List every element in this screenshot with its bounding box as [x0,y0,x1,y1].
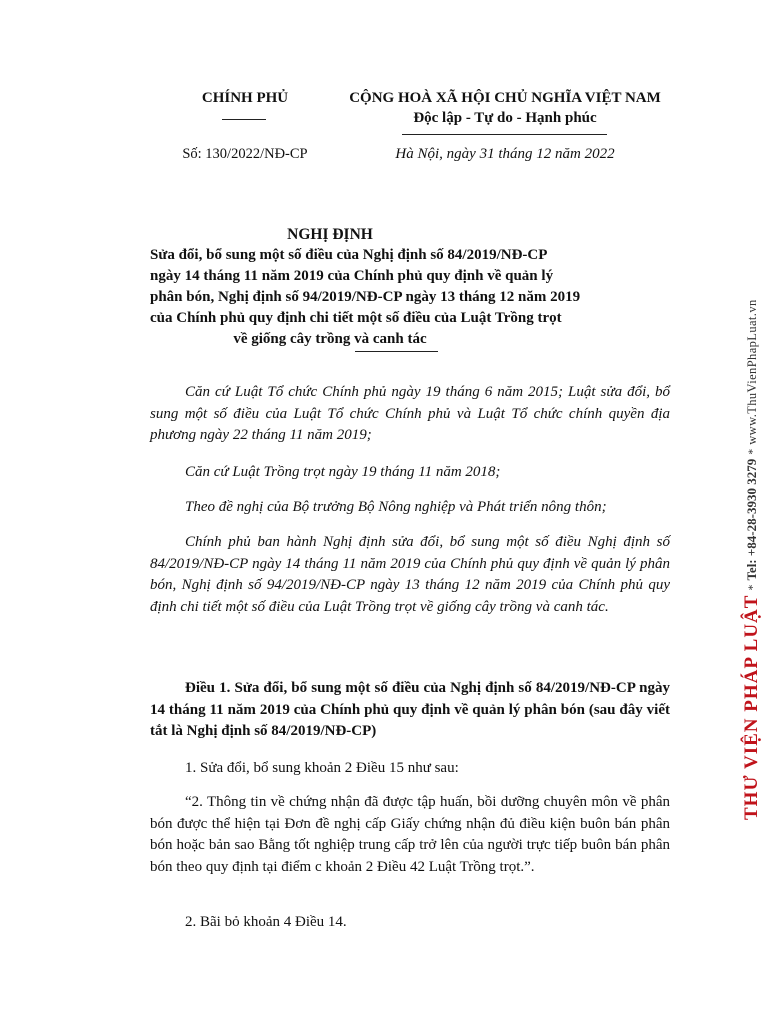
title-line: Sửa đổi, bổ sung một số điều của Nghị định số 84/2019/NĐ-CP [150,247,548,263]
title-underline [355,351,438,352]
national-motto: Độc lập - Tự do - Hạnh phúc [413,110,597,126]
preamble-paragraph: Chính phủ ban hành Nghị định sửa đổi, bổ sung một số điều Nghị định số 84/2019/NĐ-CP ngày 14 tháng 11 năm 2019 của Chính phủ quy định về quản lý phân bón, Nghị định số 94/2019/NĐ-CP ngày 13 tháng 12 năm 2019 của Chính phủ quy định chi tiết một số điều của Luật Trồng trọt về giống cây trồng và canh tác. [150,534,670,615]
title-line: phân bón, Nghị định số 94/2019/NĐ-CP ngày 13 tháng 12 năm 2019 [150,289,581,305]
watermark-website: www.ThuVienPhapLuat.vn [744,299,759,445]
agency-name: CHÍNH PHỦ [201,90,289,106]
country-name: CỘNG HOÀ XÃ HỘI CHỦ NGHĨA VIỆT NAM [349,90,661,106]
document-number: Số: 130/2022/NĐ-CP [182,146,308,162]
watermark-separator: * [744,448,759,455]
article-heading: Điều 1. Sửa đổi, bổ sung một số điều của Nghị định số 84/2019/NĐ-CP ngày 14 tháng 11 năm 2019 của Chính phủ quy định về quản lý phân bón (sau đây viết tắt là Nghị định số 84/2019/NĐ-CP) [150,680,670,739]
preamble-paragraph: Theo đề nghị của Bộ trưởng Bộ Nông nghiệp và Phát triển nông thôn; [185,499,607,515]
article-quote: “2. Thông tin về chứng nhận đã được tập huấn, bồi dưỡng chuyên môn về phân bón được thể hiện tại Đơn đề nghị cấp Giấy chứng nhận đủ điều kiện buôn bán phân bón hoặc bản sao Bằng tốt nghiệp trung cấp trở lên của người trực tiếp buôn bán phân bón theo quy định tại điểm c khoản 2 Điều 42 Luật Trồng trọt.”. [150,794,670,875]
article-item: 2. Bãi bỏ khoản 4 Điều 14. [185,914,347,930]
side-watermark [732,160,770,820]
title-block [150,224,581,350]
article-item: 1. Sửa đổi, bổ sung khoản 2 Điều 15 như sau: [185,760,459,776]
title-line: ngày 14 tháng 11 năm 2019 của Chính phủ quy định về quản lý [150,268,554,284]
agency-underline [222,119,266,120]
preamble-paragraph: Căn cứ Luật Tổ chức Chính phủ ngày 19 tháng 6 năm 2015; Luật sửa đổi, bổ sung một số điều của Luật Tổ chức Chính phủ và Luật Tổ chức chính quyền địa phương ngày 22 tháng 11 năm 2019; [150,384,670,443]
watermark-library: THƯ VIỆN PHÁP LUẬT [741,594,762,820]
motto-underline [402,134,607,135]
title-line: về giống cây trồng và canh tác [233,331,427,347]
watermark-separator: * [744,584,759,591]
place-date: Hà Nội, ngày 31 tháng 12 năm 2022 [395,146,615,162]
preamble-paragraph: Căn cứ Luật Trồng trọt ngày 19 tháng 11 năm 2018; [185,464,501,480]
document-type: NGHỊ ĐỊNH [287,226,373,243]
title-line: của Chính phủ quy định chi tiết một số điều của Luật Trồng trọt [150,310,562,326]
watermark-phone: Tel: +84-28-3930 3279 [744,458,759,581]
